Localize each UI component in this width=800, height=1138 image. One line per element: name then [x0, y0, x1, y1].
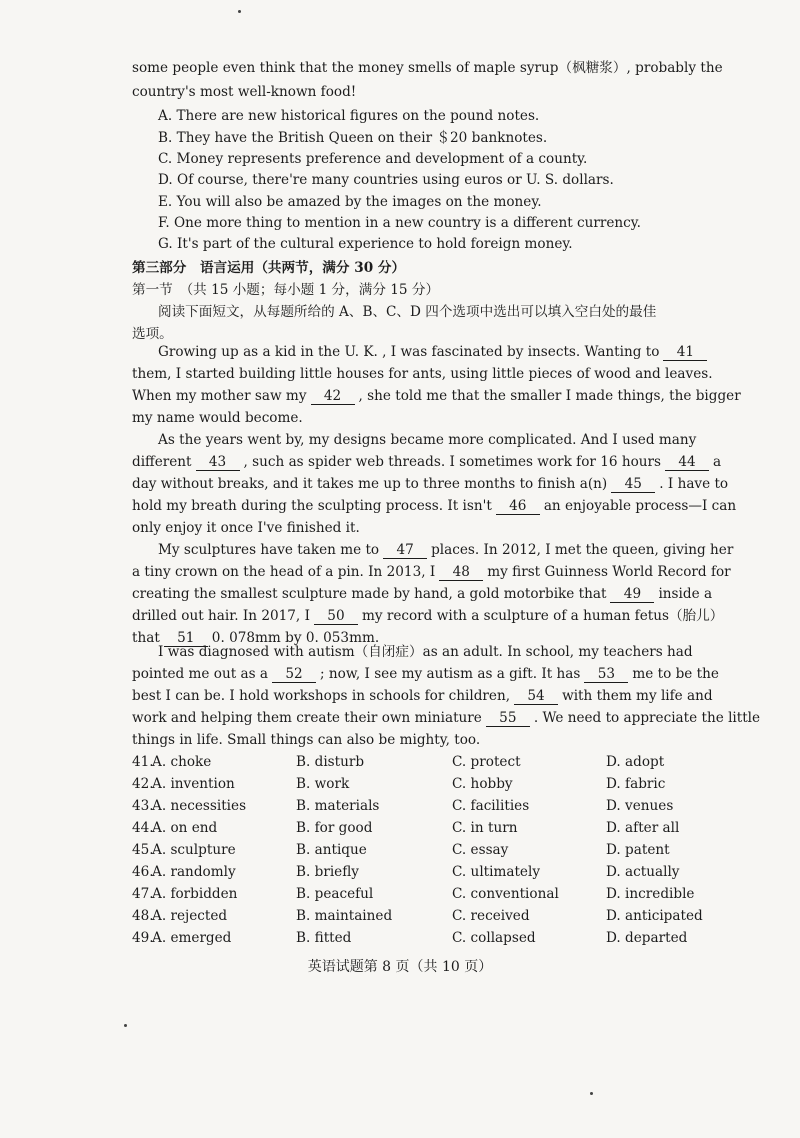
passage-end-line-2: country's most well-known food!	[132, 84, 357, 100]
blank-50: 50	[314, 609, 358, 625]
choice-c: C. ultimately	[452, 864, 541, 880]
text-run: work and helping them create their own miniature	[132, 710, 482, 726]
blank-55: 55	[486, 711, 530, 727]
choice-b: B. for good	[296, 820, 373, 836]
text-run: day without breaks, and it takes me up to three months to finish a(n)	[132, 476, 608, 492]
choice-c: C. essay	[452, 842, 509, 858]
choice-b: B. work	[296, 776, 350, 792]
choice-c: C. in turn	[452, 820, 518, 836]
choice-d: D. venues	[606, 798, 674, 814]
choice-a: A. invention	[152, 776, 235, 792]
choice-d: D. patent	[606, 842, 670, 858]
cloze-p1-line-3	[132, 386, 741, 406]
choice-d: D. anticipated	[606, 908, 703, 924]
question-number: 42.	[132, 776, 154, 792]
text-run: . I have to	[659, 476, 729, 492]
choice-d: D. after all	[606, 820, 680, 836]
choice-b: B. briefly	[296, 864, 359, 880]
blank-43: 43	[196, 455, 240, 471]
choice-b: B. antique	[296, 842, 367, 858]
choice-d: D. adopt	[606, 754, 665, 770]
cloze-p1-line-4: my name would become.	[132, 410, 303, 426]
option-d: D. Of course, there're many countries using euros or U. S. dollars.	[158, 172, 614, 188]
text-run: pointed me out as a	[132, 666, 269, 682]
text-run: creating the smallest sculpture made by hand, a gold motorbike that	[132, 586, 607, 602]
text-run: drilled out hair. In 2017, I	[132, 608, 310, 624]
choice-a: A. sculpture	[152, 842, 236, 858]
choice-a: A. rejected	[152, 908, 228, 924]
text-run: , such as spider web threads. I sometimes work for 16 hours	[243, 454, 661, 470]
text-run: an enjoyable process—I can	[543, 498, 737, 514]
section-3-title: 第三部分 语言运用（共两节，满分 30 分）	[132, 260, 406, 276]
question-number: 49.	[132, 930, 154, 946]
blank-44: 44	[665, 455, 709, 471]
question-49	[132, 928, 752, 948]
speck-mark	[238, 10, 241, 13]
blank-54: 54	[514, 689, 558, 705]
cloze-p2-line-3	[132, 474, 738, 494]
blank-53: 53	[584, 667, 628, 683]
choice-d: D. departed	[606, 930, 688, 946]
text-run: . We need to appreciate the little	[533, 710, 761, 726]
speck-mark	[124, 1024, 127, 1027]
question-48	[132, 906, 752, 926]
choice-d: D. incredible	[606, 886, 695, 902]
option-e: E. You will also be amazed by the images on the money.	[158, 194, 542, 210]
question-44	[132, 818, 752, 838]
choice-a: A. choke	[152, 754, 212, 770]
cloze-p3-line-1	[158, 540, 738, 560]
question-47	[132, 884, 752, 904]
choice-a: A. forbidden	[152, 886, 238, 902]
cloze-p2-line-4	[132, 496, 738, 516]
choice-a: A. on end	[152, 820, 218, 836]
cloze-p1-line-1	[158, 342, 738, 362]
passage-end-line-1: some people even think that the money smells of maple syrup（枫糖浆）, probably the	[132, 60, 723, 76]
question-number: 48.	[132, 908, 154, 924]
part-1-title: 第一节 （共 15 小题；每小题 1 分，满分 15 分）	[132, 282, 440, 298]
question-number: 45.	[132, 842, 154, 858]
question-number: 46.	[132, 864, 154, 880]
choice-d: D. actually	[606, 864, 680, 880]
question-number: 47.	[132, 886, 154, 902]
text-run: , she told me that the smaller I made things, the bigger	[358, 388, 741, 404]
blank-41: 41	[663, 345, 707, 361]
text-run: 0. 078mm by 0. 053mm.	[211, 630, 380, 646]
blank-52: 52	[272, 667, 316, 683]
option-b: B. They have the British Queen on their ＄20 banknotes.	[158, 130, 548, 146]
cloze-p2-line-1: As the years went by, my designs became more complicated. And I used many	[158, 432, 697, 448]
blank-45: 45	[611, 477, 655, 493]
cloze-p3-line-4	[132, 606, 738, 626]
choice-a: A. necessities	[152, 798, 247, 814]
text-run: my record with a sculpture of a human fetus（胎儿）	[361, 608, 724, 624]
choice-c: C. hobby	[452, 776, 513, 792]
choice-c: C. collapsed	[452, 930, 536, 946]
option-f: F. One more thing to mention in a new country is a different currency.	[158, 215, 641, 231]
text-run: When my mother saw my	[132, 388, 307, 404]
choice-c: C. facilities	[452, 798, 530, 814]
blank-51: 51	[164, 631, 208, 647]
speck-mark	[590, 1092, 593, 1095]
blank-49: 49	[610, 587, 654, 603]
option-a: A. There are new historical figures on the pound notes.	[158, 108, 540, 124]
cloze-p4-line-1: I was diagnosed with autism（自闭症）as an adult. In school, my teachers had	[158, 644, 693, 660]
choice-b: B. peaceful	[296, 886, 374, 902]
question-43	[132, 796, 752, 816]
question-number: 43.	[132, 798, 154, 814]
text-run: my first Guinness World Record for	[487, 564, 731, 580]
cloze-p3-line-2	[132, 562, 738, 582]
choice-a: A. emerged	[152, 930, 232, 946]
cloze-p3-line-3	[132, 584, 738, 604]
cloze-p4-line-5: things in life. Small things can also be mighty, too.	[132, 732, 481, 748]
cloze-p2-line-5: only enjoy it once I've finished it.	[132, 520, 360, 536]
text-run: Growing up as a kid in the U. K. , I was fascinated by insects. Wanting to	[158, 344, 660, 360]
instruction-line-2: 选项。	[132, 326, 173, 342]
text-run: My sculptures have taken me to	[158, 542, 380, 558]
blank-47: 47	[383, 543, 427, 559]
choice-c: C. conventional	[452, 886, 559, 902]
text-run: best I can be. I hold workshops in schools for children,	[132, 688, 511, 704]
text-run: that	[132, 630, 160, 646]
cloze-p4-line-3	[132, 686, 738, 706]
question-number: 44.	[132, 820, 154, 836]
blank-46: 46	[496, 499, 540, 515]
cloze-p2-line-2	[132, 452, 738, 472]
text-run: with them my life and	[562, 688, 713, 704]
blank-48: 48	[439, 565, 483, 581]
text-run: me to be the	[632, 666, 719, 682]
text-run: a tiny crown on the head of a pin. In 2013, I	[132, 564, 436, 580]
choice-b: B. maintained	[296, 908, 393, 924]
question-41	[132, 752, 752, 772]
choice-c: C. protect	[452, 754, 521, 770]
choice-b: B. materials	[296, 798, 380, 814]
option-g: G. It's part of the cultural experience to hold foreign money.	[158, 236, 573, 252]
choice-d: D. fabric	[606, 776, 666, 792]
question-42	[132, 774, 752, 794]
choice-b: B. disturb	[296, 754, 365, 770]
text-run: hold my breath during the sculpting process. It isn't	[132, 498, 492, 514]
cloze-p4-line-2	[132, 664, 738, 684]
option-c: C. Money represents preference and development of a county.	[158, 151, 588, 167]
cloze-p4-line-4	[132, 708, 761, 728]
choice-b: B. fitted	[296, 930, 352, 946]
text-run: different	[132, 454, 192, 470]
choice-a: A. randomly	[152, 864, 236, 880]
question-number: 41.	[132, 754, 154, 770]
text-run: ; now, I see my autism as a gift. It has	[320, 666, 581, 682]
cloze-p1-line-2: them, I started building little houses for ants, using little pieces of wood and leaves.	[132, 366, 713, 382]
text-run: a	[713, 454, 722, 470]
text-run: places. In 2012, I met the queen, giving her	[431, 542, 734, 558]
text-run: inside a	[658, 586, 713, 602]
question-45	[132, 840, 752, 860]
blank-42: 42	[311, 389, 355, 405]
instruction-line-1: 阅读下面短文，从每题所给的 A、B、C、D 四个选项中选出可以填入空白处的最佳	[158, 304, 657, 320]
choice-c: C. received	[452, 908, 530, 924]
page-footer: 英语试题第 8 页（共 10 页）	[307, 959, 493, 975]
question-46	[132, 862, 752, 882]
